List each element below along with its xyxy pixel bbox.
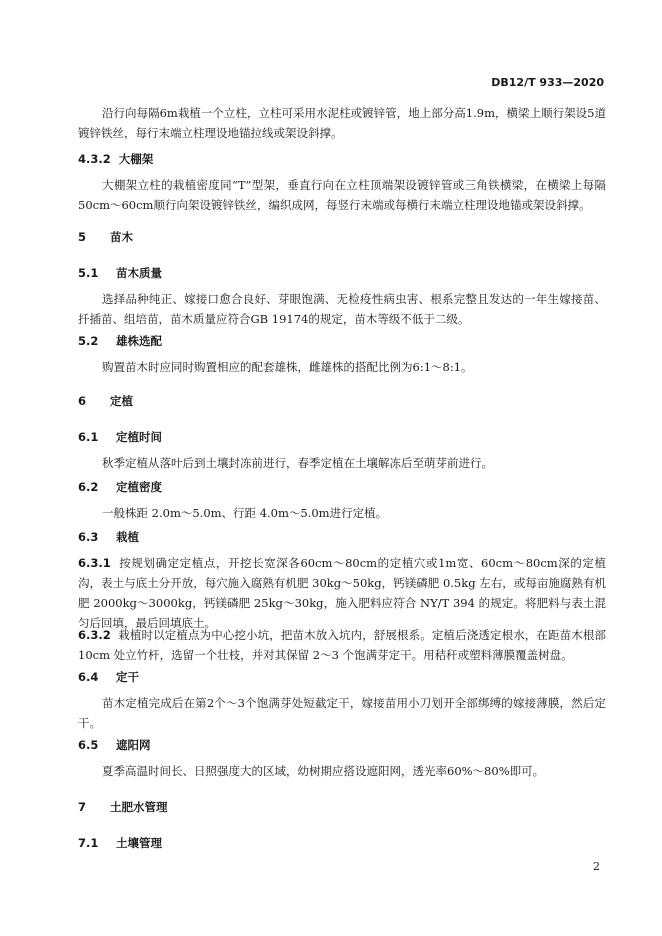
- section-title: 土壤管理: [116, 836, 163, 850]
- section-number: 6.5: [78, 738, 99, 752]
- section-heading: [78, 479, 162, 495]
- paragraph: 选择品种纯正、嫁接口愈合良好、芽眼饱满、无检疫性病虫害、根系完整且发达的一年生嫁接苗、扦插苗、组培苗，苗木质量应符合GB 19174的规定，苗木等级不低于二级。: [78, 292, 606, 326]
- section-title: 雄株选配: [116, 334, 163, 348]
- section-heading: [78, 265, 162, 281]
- section-heading: [78, 151, 153, 167]
- chapter-heading: [78, 393, 133, 409]
- section-title: 定植密度: [116, 480, 163, 494]
- document-id: DB12/T 933—2020: [491, 76, 604, 89]
- section-title: 定植时间: [116, 430, 163, 444]
- section-heading: [78, 835, 162, 851]
- section-number: 6.1: [78, 430, 99, 444]
- section-heading: [78, 529, 139, 545]
- page-number: 2: [593, 860, 600, 873]
- section-title: 苗木质量: [116, 266, 163, 280]
- chapter-number: 7: [78, 800, 87, 814]
- paragraph: 夏季高温时间长、日照强度大的区域，幼树期应搭设遮阳网，透光率60%～80%即可。: [102, 764, 545, 778]
- clause-number: 6.3.2: [78, 628, 111, 642]
- paragraph: 沿行向每隔6m栽植一个立柱，立柱可采用水泥柱或镀锌管，地上部分高1.9m，横梁上顺行架设5道镀锌铁丝，每行末端立柱理设地锚拉线或架设斜撑。: [78, 106, 606, 140]
- paragraph: 购置苗木时应同时购置相应的配套雄株，雌雄株的搭配比例为6:1～8:1。: [102, 360, 473, 374]
- chapter-title: 土肥水管理: [110, 800, 168, 814]
- chapter-number: 6: [78, 394, 87, 408]
- paragraph: 大棚架立柱的栽植密度同“T”型架，垂直行向在立柱顶端架设镀锌管或三角铁横梁，在横梁上每隔50cm～60cm顺行向架设镀锌铁丝，编织成网，每竖行末端或每横行末端立柱理设地锚或架设斜撑。: [78, 178, 606, 212]
- chapter-number: 5: [78, 230, 87, 244]
- section-heading: [78, 669, 139, 685]
- section-heading: [78, 429, 162, 445]
- section-number: 6.4: [78, 670, 99, 684]
- section-number: 6.2: [78, 480, 99, 494]
- chapter-heading: [78, 229, 133, 245]
- clause-text: 按规划确定定植点，开挖长宽深各60cm～80cm的定植穴或1m宽、60cm～80cm深的定植沟，表土与底土分开放，每穴施入腐熟有机肥 30kg～50kg，钙镁磷肥 0.5kg 左右，或每亩施腐熟有机肥 2000kg～3000kg，钙镁磷肥 25kg～30kg，施入肥料应符合 NY/T 394 的规定。将肥料与表土混匀后回填，最后回填底土。: [78, 556, 606, 630]
- section-heading: [78, 333, 162, 349]
- section-title: 遮阳网: [116, 738, 151, 752]
- section-title: 大棚架: [118, 152, 154, 166]
- section-title: 栽植: [116, 530, 140, 544]
- clause-text: 栽植时以定植点为中心挖小坑，把苗木放入坑内，舒展根系。定植后浇透定根水，在距苗木根部 10cm 处立竹杆，选留一个壮枝，并对其保留 2～3 个饱满芽定干。用秸秆或塑料薄膜覆盖树盘。: [78, 628, 606, 662]
- chapter-title: 苗木: [110, 230, 134, 244]
- numbered-paragraph: [78, 553, 606, 633]
- section-heading: [78, 737, 151, 753]
- paragraph: 秋季定植从落叶后到土壤封冻前进行，春季定植在土壤解冻后至萌芽前进行。: [102, 456, 493, 470]
- paragraph: 苗木定植完成后在第2个～3个饱满芽处短截定干，嫁接苗用小刀划开全部绑缚的嫁接薄膜，然后定干。: [78, 696, 606, 730]
- section-number: 6.3: [78, 530, 99, 544]
- section-number: 7.1: [78, 836, 99, 850]
- section-number: 4.3.2: [78, 152, 111, 166]
- clause-number: 6.3.1: [78, 556, 111, 570]
- numbered-paragraph: [78, 625, 606, 665]
- section-number: 5.1: [78, 266, 99, 280]
- section-title: 定干: [116, 670, 140, 684]
- section-number: 5.2: [78, 334, 99, 348]
- paragraph: 一般株距 2.0m～5.0m、行距 4.0m～5.0m进行定植。: [102, 506, 388, 520]
- chapter-heading: [78, 799, 168, 815]
- chapter-title: 定植: [110, 394, 134, 408]
